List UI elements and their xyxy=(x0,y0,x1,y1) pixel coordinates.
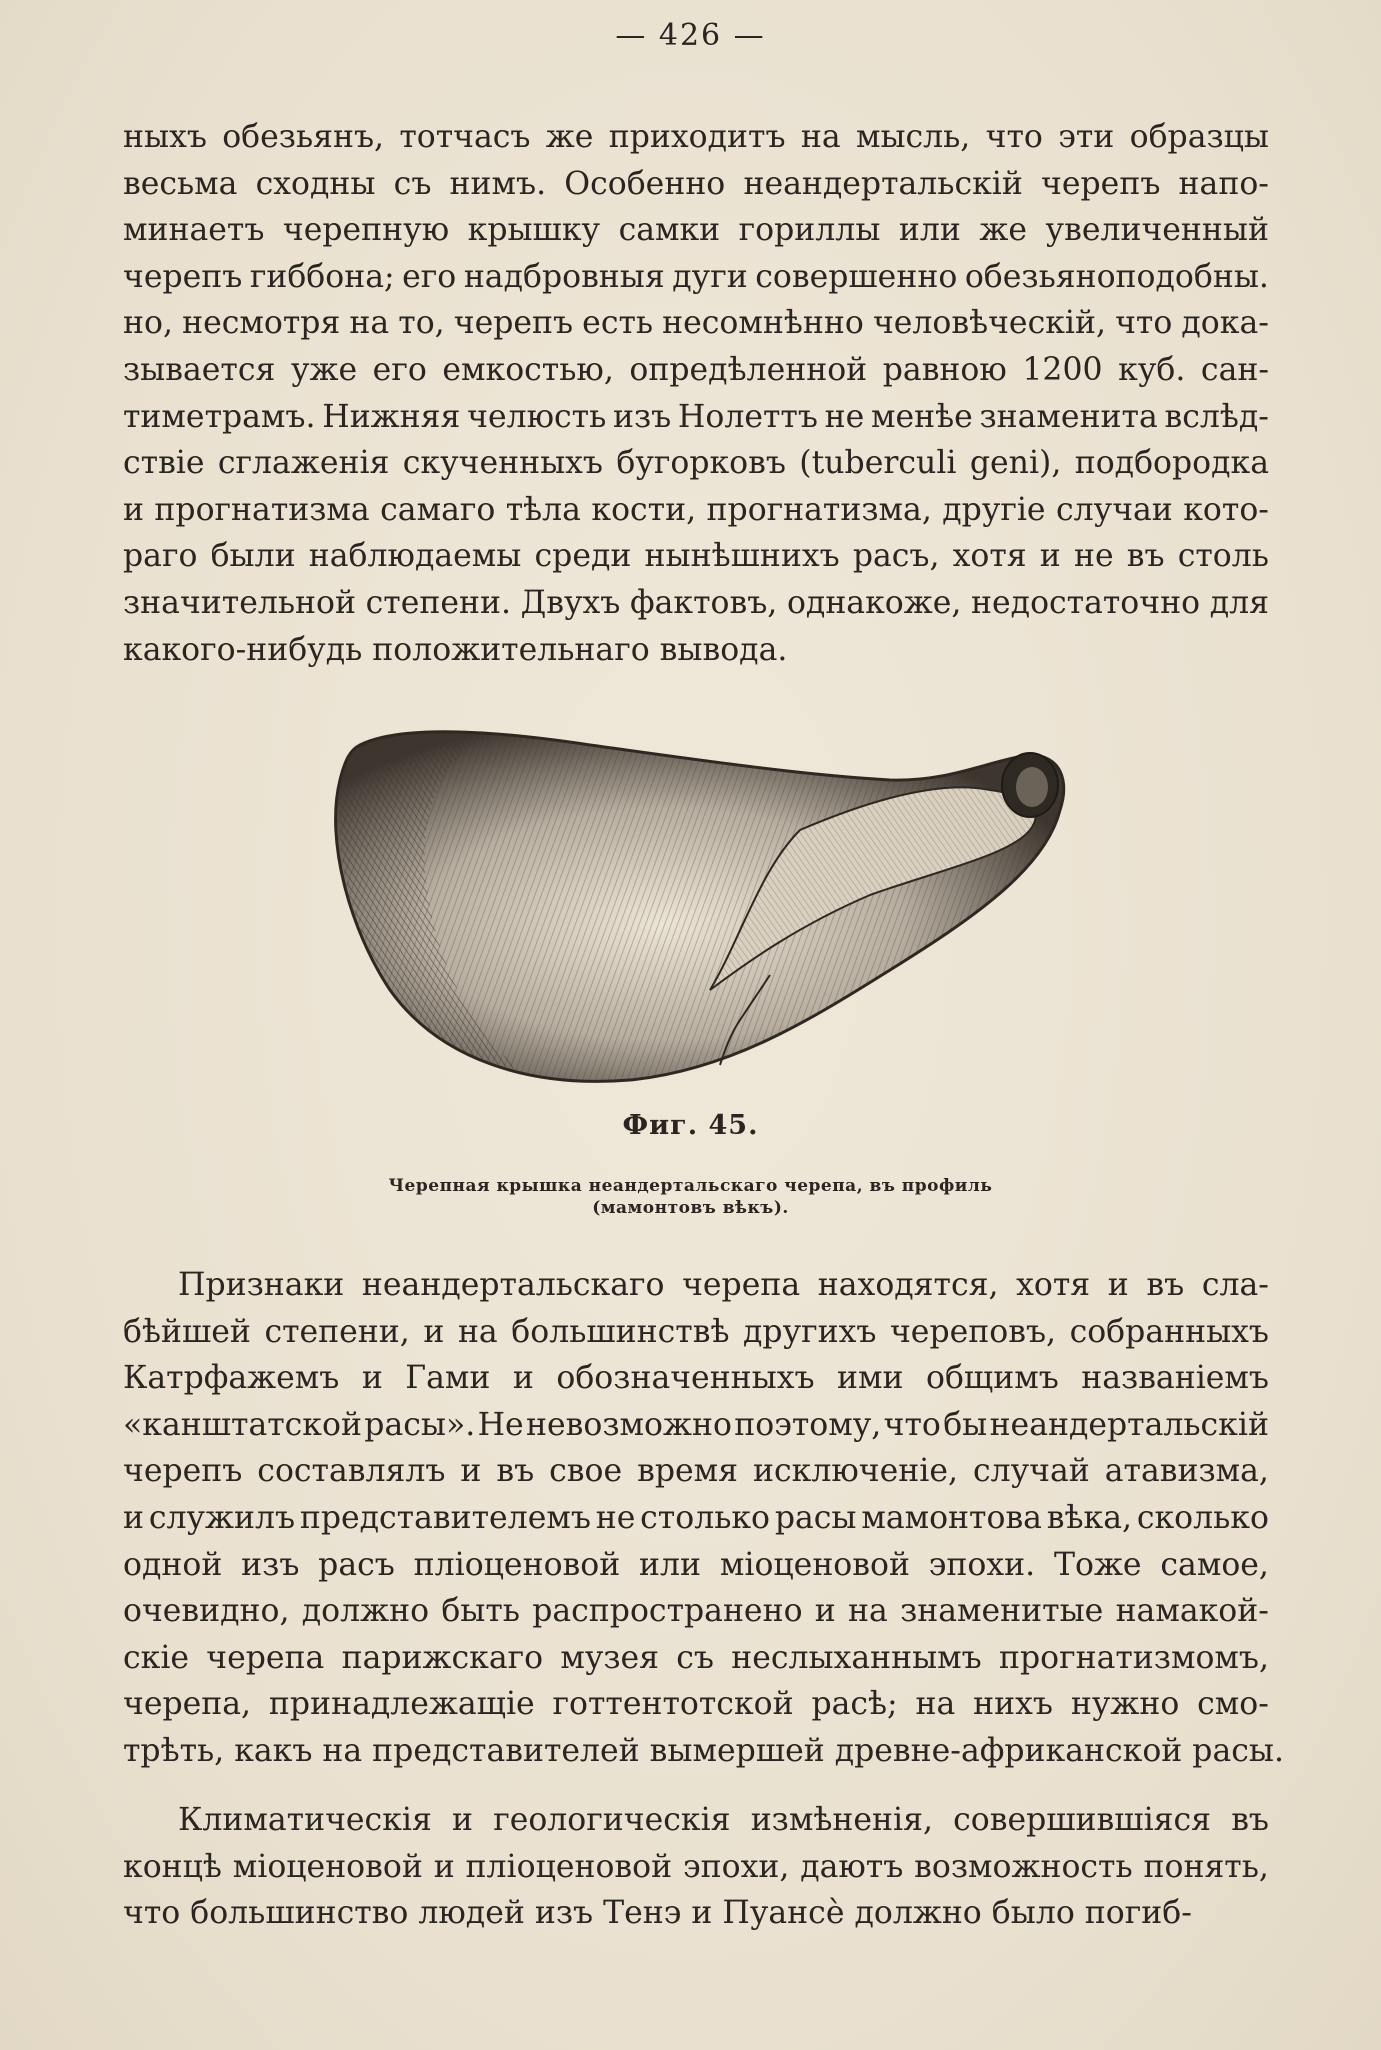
text-line: значительной степени. Двухъ фактовъ, однакоже, недостаточно для xyxy=(123,584,1269,621)
skull-cap-engraving-icon xyxy=(330,720,1070,1100)
text-line: скіе черепа парижскаго музея съ неслыханнымъ прогнатизмомъ, xyxy=(123,1639,1269,1676)
figure-caption xyxy=(0,1175,1381,1219)
figure-caption-line-1: Черепная крышка неандертальскаго черепа, въ профиль xyxy=(388,1176,993,1196)
text-line: ныхъ обезьянъ, тотчасъ же приходитъ на мысль, что эти образцы xyxy=(123,119,1269,155)
text-line: минаетъ черепную крышку самки гориллы или же увеличенный xyxy=(123,212,1269,249)
text-line: Климатическія и геологическія измѣненія, совершившіяся въ xyxy=(178,1802,1269,1838)
figure-label: Фиг. 45. xyxy=(622,1110,759,1141)
text-line: черепа, принадлежащіе готтентотской расѣ; на нихъ нужно смо- xyxy=(123,1686,1269,1723)
text-line: и прогнатизма самаго тѣла кости, прогнатизма, другіе случаи кото- xyxy=(123,491,1269,528)
text-line: и служилъ представителемъ не столько расы мамонтова вѣка, сколько xyxy=(123,1499,1269,1536)
text-line: но, несмотря на то, черепъ есть несомнѣнно человѣческій, что дока- xyxy=(123,305,1269,342)
text-line: трѣть, какъ на представителей вымершей древне-африканской расы. xyxy=(123,1732,1284,1769)
paragraph-2 xyxy=(123,1262,1284,1775)
figure-caption-line-2: (мамонтовъ вѣкъ). xyxy=(592,1198,789,1218)
text-line: Катрфажемъ и Гами и обозначенныхъ ими общимъ названіемъ xyxy=(123,1360,1269,1397)
text-line: очевидно, должно быть распространено и на знаменитые намакой- xyxy=(123,1593,1269,1630)
text-line: концѣ міоценовой и пліоценовой эпохи, даютъ возможность понять, xyxy=(123,1848,1269,1885)
text-line: Признаки неандертальскаго черепа находятся, хотя и въ сла- xyxy=(178,1267,1269,1303)
text-line: «канштатской расы». Не невозможно поэтому, что бы неандертальскій xyxy=(123,1406,1269,1443)
page-number: — 426 — xyxy=(615,18,766,53)
text-line: черепъ гиббона; его надбровныя дуги совершенно обезьяноподобны. xyxy=(123,258,1269,295)
text-line: одной изъ расъ пліоценовой или міоценовой эпохи. Тоже самое, xyxy=(123,1546,1269,1583)
text-line: что большинство людей изъ Тенэ и Пуансè должно было погиб- xyxy=(123,1895,1192,1932)
text-line: зывается уже его емкостью, опредѣленной равною 1200 куб. сан- xyxy=(123,351,1269,388)
paragraph-1 xyxy=(123,114,1269,673)
text-line: какого-нибудь положительнаго вывода. xyxy=(123,631,788,668)
text-line: черепъ составлялъ и въ свое время исключеніе, случай атавизма, xyxy=(123,1453,1269,1490)
text-line: раго были наблюдаемы среди нынѣшнихъ расъ, хотя и не въ столь xyxy=(123,538,1269,575)
text-line: ствіе сглаженія скученныхъ бугорковъ (tuberculi geni), подбородка xyxy=(123,445,1269,482)
text-line: весьма сходны съ нимъ. Особенно неандертальскій черепъ напо- xyxy=(123,165,1269,202)
text-line: бѣйшей степени, и на большинствѣ другихъ череповъ, собранныхъ xyxy=(123,1313,1269,1350)
text-line: тиметрамъ. Нижняя челюсть изъ Нолеттъ не менѣе знаменита вслѣд- xyxy=(123,398,1269,435)
paragraph-3 xyxy=(123,1797,1269,1937)
